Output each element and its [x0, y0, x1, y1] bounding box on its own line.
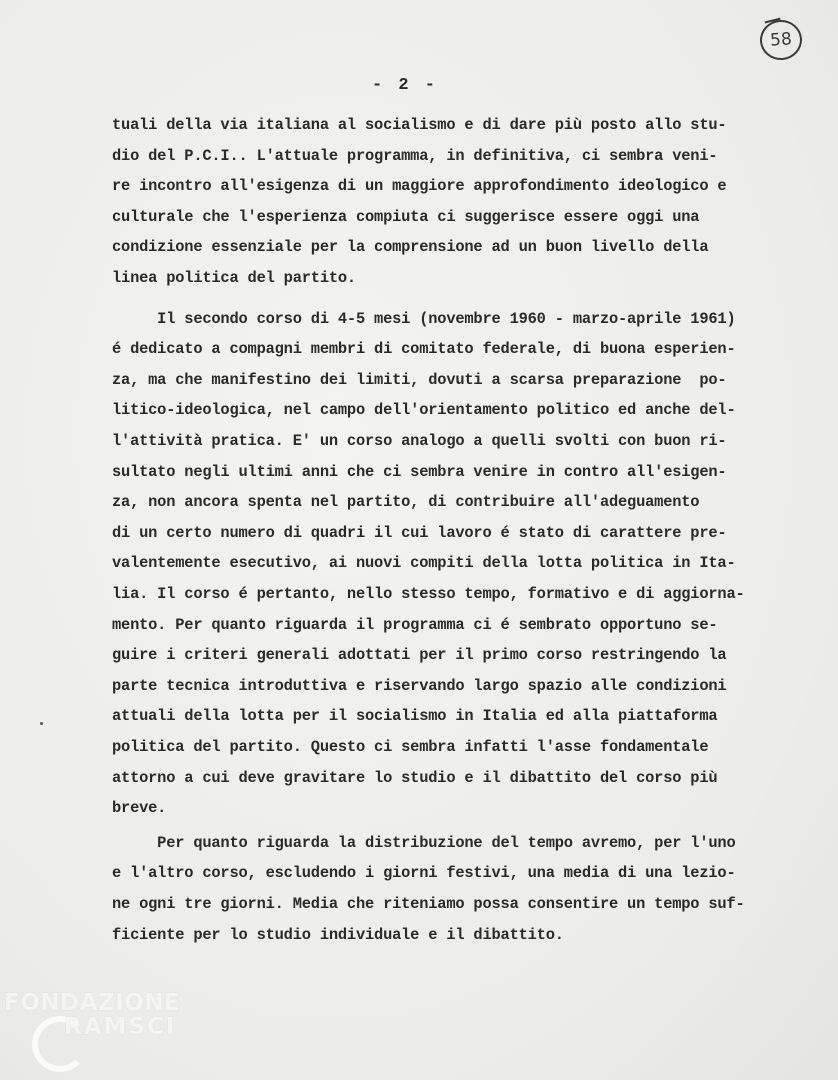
fondazione-gramsci-watermark	[0, 990, 220, 1080]
text-line: é dedicato a compagni membri di comitato federale, di buona esperien-	[112, 340, 736, 359]
text-line: culturale che l'esperienza compiuta ci suggerisce essere oggi una	[112, 207, 700, 226]
text-line: di un certo numero di quadri il cui lavoro é stato di carattere pre-	[112, 523, 727, 542]
text-line: linea politica del partito.	[112, 269, 356, 287]
text-line: tuali della via italiana al socialismo e di dare più posto allo stu-	[112, 116, 727, 134]
watermark-line-1: FONDAZIONE	[4, 990, 181, 1016]
text-line: dio del P.C.I.. L'attuale programma, in definitiva, ci sembra veni-	[112, 146, 718, 165]
text-line: condizione essenziale per la comprensione ad un buon livello della	[112, 238, 709, 257]
text-line: ficiente per lo studio individuale e il dibattito.	[112, 925, 564, 944]
text-line: politica del partito. Questo ci sembra infatti l'asse fondamentale	[112, 738, 709, 756]
text-line: e l'altro corso, escludendo i giorni festivi, una media di una lezio-	[112, 864, 736, 883]
text-line: ne ogni tre giorni. Media che riteniamo possa consentire un tempo suf-	[112, 895, 745, 913]
folio-stamp	[759, 19, 804, 62]
text-line: za, ma che manifestino dei limiti, dovuti a scarsa preparazione po-	[112, 370, 727, 389]
text-line: litico-ideologica, nel campo dell'orientamento politico ed anche del-	[112, 401, 736, 420]
text-line: valentemente esecutivo, ai nuovi compiti della lotta politica in Ita-	[112, 554, 736, 573]
text-line: attorno a cui deve gravitare lo studio e il dibattito del corso più	[112, 768, 718, 787]
text-line: guire i criteri generali adottati per il primo corso restringendo la	[112, 646, 727, 665]
page-number: - 2 -	[372, 76, 439, 95]
text-line: lia. Il corso é pertanto, nello stesso tempo, formativo e di aggiorna-	[112, 585, 745, 603]
folio-number: 58	[769, 29, 793, 51]
text-line: breve.	[112, 799, 167, 818]
text-line: parte tecnica introduttiva e riservando largo spazio alle condizioni	[112, 676, 727, 695]
text-line: Per quanto riguarda la distribuzione del tempo avremo, per l'uno	[112, 833, 736, 852]
text-line: za, non ancora spenta nel partito, di contribuire all'adeguamento	[112, 493, 700, 512]
text-line: attuali della lotta per il socialismo in Italia ed alla piattaforma	[112, 707, 718, 726]
text-line: mento. Per quanto riguarda il programma ci é sembrato opportuno se-	[112, 615, 718, 634]
watermark-line-2: RAMSCI	[64, 1014, 177, 1040]
text-line: Il secondo corso di 4-5 mesi (novembre 1960 - marzo-aprile 1961)	[112, 309, 736, 328]
text-line: l'attività pratica. E' un corso analogo a quelli svolti con buon ri-	[112, 432, 727, 450]
text-line: sultato negli ultimi anni che ci sembra venire in contro all'esigen-	[112, 462, 727, 481]
paper-speck	[40, 722, 43, 725]
text-line: re incontro all'esigenza di un maggiore approfondimento ideologico e	[112, 177, 727, 196]
